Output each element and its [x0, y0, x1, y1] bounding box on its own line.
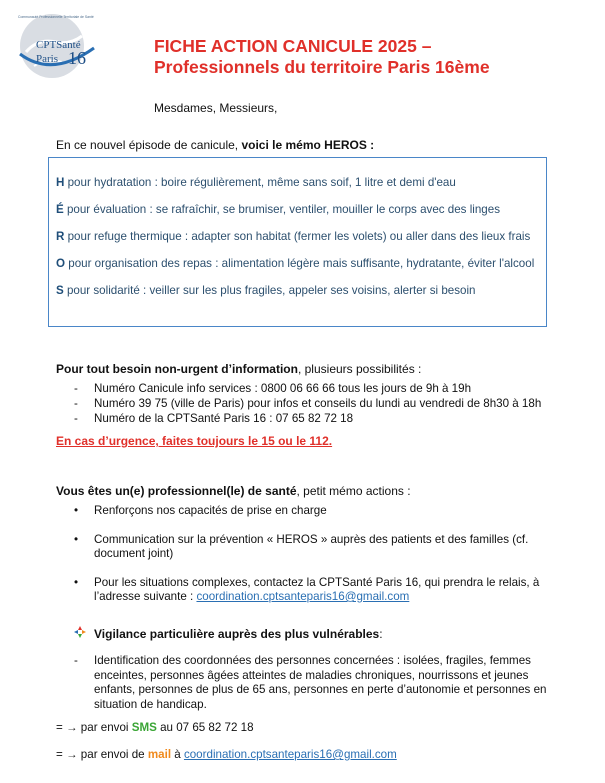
intro-text: En ce nouvel épisode de canicule, voici le mémo HEROS : — [56, 138, 375, 152]
contact-sms: = → par envoi SMS au 07 65 82 72 18 — [56, 721, 254, 734]
page-title — [154, 36, 490, 78]
info-list — [74, 382, 541, 427]
vulnerables-item: - Identification des coordonnées des personnes concernées : isolées, fragiles, femmes enceintes, personnes âgées atteintes de maladies chroniques, nourrissons et jeunes enfants, personnes de plus de 65 ans, personnes en perte d’autonomie et personnes en situation de handicap. — [74, 654, 547, 711]
heros-item-s: S pour solidarité : veiller sur les plus fragiles, appeler ses voisins, alerter si besoin — [56, 284, 476, 297]
urgence-notice: En cas d’urgence, faites toujours le 15 ou le 112. — [56, 434, 333, 448]
list-item: - Numéro 39 75 (ville de Paris) pour infos et conseils du lundi au vendredi de 8h30 à 18h — [74, 397, 542, 410]
svg-text:Paris: Paris — [36, 53, 58, 65]
cpts-logo — [12, 8, 104, 80]
four-arrows-icon — [74, 626, 94, 641]
heros-item-r: R pour refuge thermique : adapter son habitat (fermer les volets) ou aller dans des lieux frais — [56, 230, 531, 243]
list-item: • Pour les situations complexes, contactez la CPTSanté Paris 16, qui prendra le relais, à l’adresse suivante : coordination.cptsanteparis16@gmail.com — [74, 575, 540, 603]
svg-text:16: 16 — [68, 48, 86, 68]
heros-memo-box — [48, 157, 547, 327]
cpts-logo-icon — [12, 8, 104, 80]
pro-heading: Vous êtes un(e) professionnel(le) de santé, petit mémo actions : — [56, 484, 411, 498]
coordination-email-link[interactable]: coordination.cptsanteparis16@gmail.com — [196, 590, 410, 603]
svg-text:CPTSanté: CPTSanté — [36, 39, 81, 51]
svg-text:Communauté Professionnelle Ter: Communauté Professionnelle Territoriale de Santé — [18, 15, 94, 19]
list-item: - Numéro de la CPTSanté Paris 16 : 07 65 82 72 18 — [74, 412, 354, 425]
list-item: • Renforçons nos capacités de prise en charge — [74, 504, 327, 517]
contact-email-link[interactable]: coordination.cptsanteparis16@gmail.com — [183, 748, 397, 761]
pro-action-list — [74, 504, 554, 619]
heros-item-o: O pour organisation des repas : alimentation légère mais suffisante, hydratante, éviter l'alcool — [56, 257, 535, 270]
title-line-2: Professionnels du territoire Paris 16ème — [154, 57, 490, 77]
list-item: - Numéro Canicule info services : 0800 06 66 66 tous les jours de 9h à 19h — [74, 382, 472, 395]
title-line-1: FICHE ACTION CANICULE 2025 – — [154, 36, 432, 56]
contact-mail: = → par envoi de mail à coordination.cptsanteparis16@gmail.com — [56, 748, 397, 761]
vigilance-heading: Vigilance particulière auprès des plus vulnérables : — [74, 626, 383, 641]
info-heading: Pour tout besoin non-urgent d’information, plusieurs possibilités : — [56, 362, 422, 376]
heros-item-e: É pour évaluation : se rafraîchir, se brumiser, ventiler, mouiller le corps avec des linges — [56, 203, 500, 216]
heros-item-h: H pour hydratation : boire régulièrement, même sans soif, 1 litre et demi d'eau — [56, 176, 456, 189]
list-item: • Communication sur la prévention « HEROS » auprès des patients et des familles (cf. document joint) — [74, 532, 529, 560]
greeting: Mesdames, Messieurs, — [154, 101, 278, 115]
